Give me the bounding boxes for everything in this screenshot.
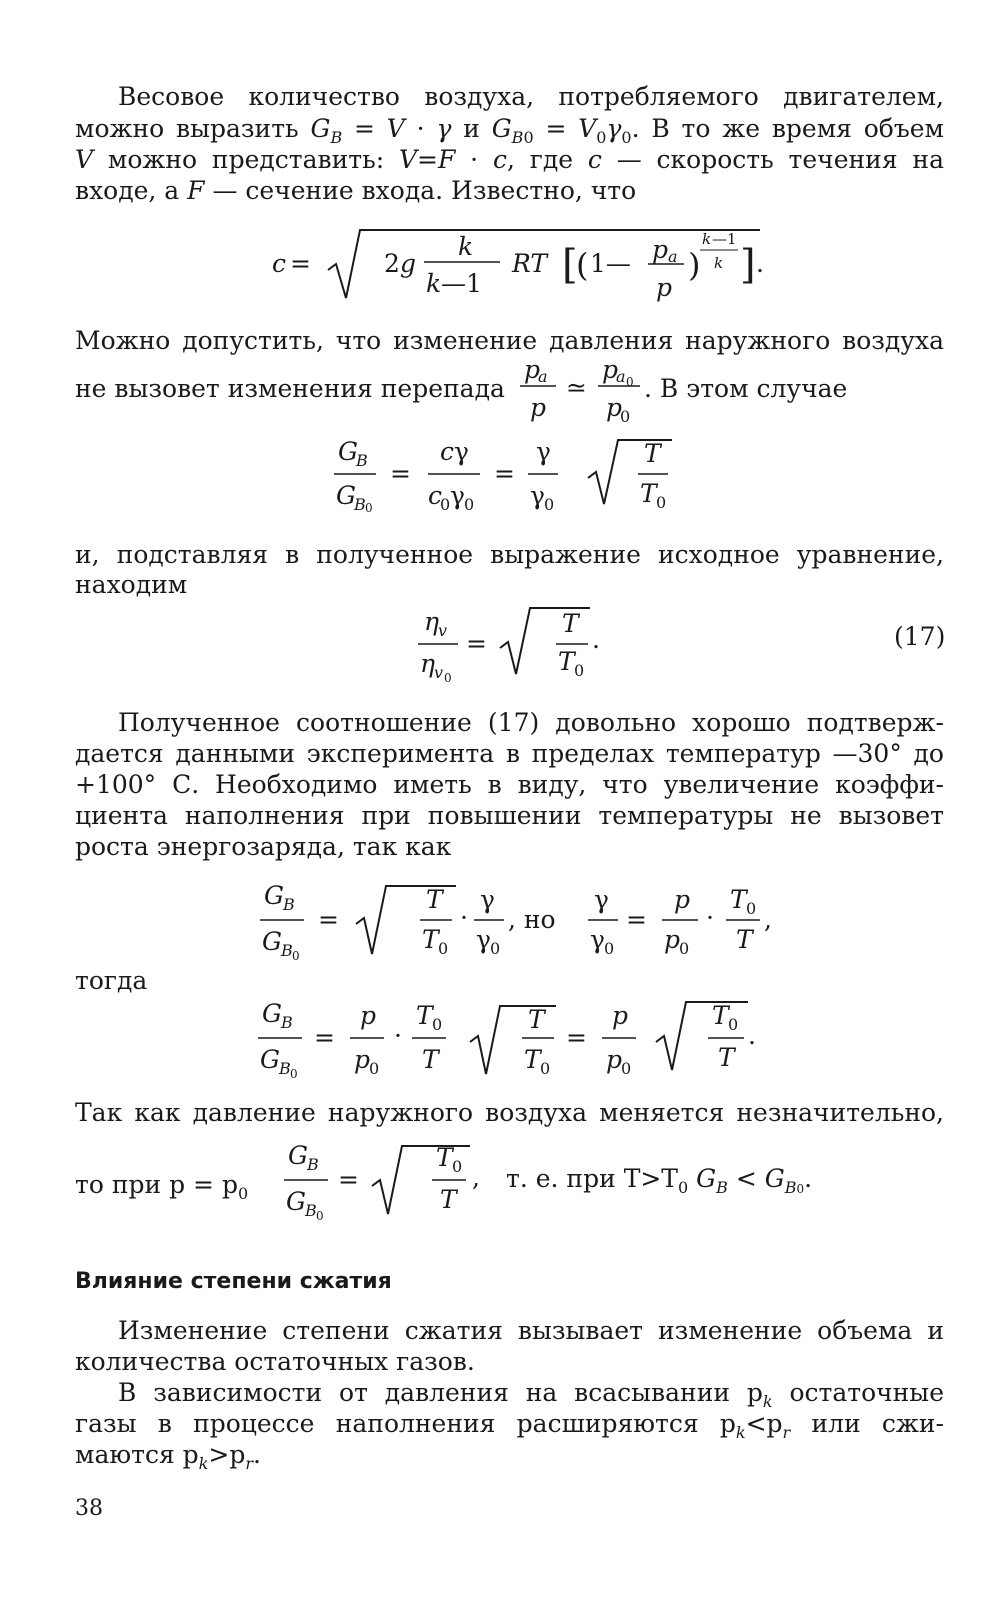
svg-text:,: , [764, 905, 772, 934]
svg-text:p: p [612, 1001, 629, 1030]
svg-text:0: 0 [440, 495, 451, 514]
svg-text:p: p [606, 393, 623, 422]
svg-text:B: B [279, 1059, 291, 1078]
page-number: 38 [75, 1496, 103, 1521]
svg-text:RT: RT [512, 249, 548, 278]
svg-text:2: 2 [384, 249, 400, 278]
svg-text:0: 0 [728, 1015, 739, 1034]
paragraph-3-line-2: находим [75, 570, 188, 599]
paragraph-4-line-2: дается данными эксперимента в пределах температур —30° до [75, 739, 944, 768]
paragraph-4-line-3: +100° С. Необходимо иметь в виду, что увеличение коэффи- [75, 770, 944, 799]
svg-text:p: p [606, 1045, 623, 1074]
svg-text:=: = [314, 1023, 335, 1052]
svg-text:p: p [652, 235, 669, 264]
svg-text:B: B [307, 1155, 319, 1174]
svg-text:T: T [640, 479, 657, 508]
svg-text:.: . [756, 249, 764, 278]
svg-text:a: a [668, 247, 678, 266]
svg-text:·: · [706, 903, 714, 932]
svg-text:(: ( [576, 246, 589, 284]
paragraph-6-line-1: Изменение степени сжатия вызывает изменение объема и [118, 1316, 944, 1345]
svg-text:T: T [416, 1001, 433, 1030]
svg-text:p: p [664, 925, 681, 954]
svg-text:0: 0 [746, 899, 757, 918]
svg-text:v: v [434, 663, 444, 682]
paragraph-1-line-3: V можно представить: V=F · c, где c — скорость течения на [75, 145, 944, 174]
paragraph-7-line-2: газы в процессе наполнения расширяются $p_k<p_r$ или сжи- [75, 1409, 944, 1442]
paragraph-3-line-1: и, подставляя в полученное выражение исходное уравнение, [75, 540, 944, 569]
svg-text:T: T [562, 609, 579, 638]
svg-text:T: T [524, 1045, 541, 1074]
equation-number: (17) [894, 622, 946, 651]
svg-text:T: T [528, 1005, 545, 1034]
svg-text:0: 0 [679, 939, 690, 958]
svg-text:,: , [472, 1163, 480, 1192]
svg-text:[: [ [562, 242, 578, 288]
svg-text:—1: —1 [712, 230, 737, 248]
svg-text:p: p [602, 355, 619, 384]
svg-text:0: 0 [626, 375, 634, 389]
svg-text:γ: γ [530, 481, 545, 510]
paragraph-7-line-3: маются $p_k>p_r$. [75, 1440, 261, 1473]
svg-text:0: 0 [604, 939, 615, 958]
svg-text:=: = [338, 1165, 359, 1194]
svg-text:=: = [466, 629, 487, 658]
svg-text:T: T [422, 1045, 439, 1074]
svg-text:0: 0 [316, 1209, 324, 1223]
svg-text:T: T [440, 1185, 457, 1214]
svg-text:=: = [494, 459, 515, 488]
svg-text:p: p [656, 273, 673, 302]
svg-text:0: 0 [620, 407, 631, 426]
svg-text:k: k [458, 232, 474, 261]
svg-text:p: p [530, 393, 547, 422]
paragraph-5-line-1: Так как давление наружного воздуха меняется незначительно, [75, 1098, 944, 1127]
paragraph-4-line-1: Полученное соотношение (17) довольно хорошо подтверж- [118, 708, 944, 737]
svg-text:0: 0 [621, 1059, 632, 1078]
svg-text:G: G [262, 927, 282, 956]
paragraph-5-line-2-end: т. е. при $T>T_0$ $G_B < G_{B0}$. [506, 1164, 813, 1197]
svg-text:B: B [281, 941, 293, 960]
svg-text:G: G [260, 1045, 280, 1074]
svg-text:G: G [286, 1187, 306, 1216]
svg-text:=: = [390, 459, 411, 488]
svg-text:p: p [360, 1001, 377, 1030]
svg-text:=: = [318, 905, 339, 934]
svg-text:c: c [428, 481, 443, 510]
svg-text:G: G [288, 1141, 308, 1170]
paragraph-7-line-1: В зависимости от давления на всасывании $p_k$ остаточные [118, 1378, 945, 1411]
svg-text:γ: γ [454, 437, 469, 466]
svg-text:0: 0 [290, 1067, 298, 1081]
svg-text:G: G [336, 481, 356, 510]
paragraph-4-line-4: циента наполнения при повышении температуры не вызовет [75, 801, 944, 830]
svg-text:k: k [714, 254, 724, 272]
svg-text:c: c [272, 249, 287, 278]
svg-text:0: 0 [574, 661, 585, 680]
svg-text:T: T [730, 885, 747, 914]
svg-text:T: T [712, 1001, 729, 1030]
svg-text:0: 0 [452, 1157, 463, 1176]
svg-text:B: B [356, 451, 368, 470]
svg-text:B: B [281, 1013, 293, 1032]
svg-text:v: v [438, 621, 448, 640]
svg-text:g: g [400, 249, 417, 278]
svg-text:0: 0 [438, 939, 449, 958]
svg-text:T: T [426, 885, 443, 914]
svg-text:T: T [436, 1143, 453, 1172]
svg-text:, но: , но [508, 905, 556, 934]
svg-text:—1: —1 [441, 269, 482, 298]
paragraph-6-line-2: количества остаточных газов. [75, 1347, 475, 1376]
svg-text:=: = [626, 905, 647, 934]
svg-text:0: 0 [464, 495, 475, 514]
svg-text:=: = [290, 249, 311, 278]
svg-text:T: T [558, 647, 575, 676]
svg-text:G: G [338, 437, 358, 466]
svg-text:): ) [688, 246, 701, 284]
paragraph-2-line-2-end: . В этом случае [644, 374, 848, 403]
svg-text:γ: γ [536, 437, 551, 466]
word-togda: тогда [75, 966, 148, 995]
paragraph-2-line-1: Можно допустить, что изменение давления наружного воздуха [75, 326, 944, 355]
svg-text:p: p [524, 355, 541, 384]
svg-text:·: · [394, 1021, 402, 1050]
svg-text:·: · [460, 903, 468, 932]
svg-text:]: ] [740, 242, 756, 288]
svg-text:0: 0 [656, 493, 667, 512]
svg-text:.: . [592, 625, 600, 654]
paragraph-5-line-2-start: то при $p = p_0$ [75, 1170, 249, 1203]
svg-text:G: G [262, 999, 282, 1028]
svg-text:γ: γ [594, 885, 609, 914]
svg-text:a: a [616, 367, 626, 386]
svg-text:γ: γ [480, 885, 495, 914]
svg-text:k: k [426, 269, 442, 298]
svg-text:B: B [283, 895, 295, 914]
svg-text:k: k [702, 230, 712, 248]
svg-text:η: η [424, 607, 439, 636]
svg-text:T: T [736, 925, 753, 954]
svg-text:p: p [674, 885, 691, 914]
svg-text:B: B [354, 495, 366, 514]
svg-text:0: 0 [369, 1059, 380, 1078]
svg-text:γ: γ [590, 925, 605, 954]
svg-text:0: 0 [444, 671, 452, 685]
svg-text:a: a [538, 367, 548, 386]
svg-text:γ: γ [476, 925, 491, 954]
svg-text:0: 0 [432, 1015, 443, 1034]
svg-text:≃: ≃ [566, 373, 587, 402]
svg-text:1—: 1— [590, 249, 631, 278]
paragraph-1-line-4: входе, а F — сечение входа. Известно, что [75, 176, 637, 205]
svg-text:0: 0 [544, 495, 555, 514]
svg-text:0: 0 [292, 949, 300, 963]
svg-text:γ: γ [450, 481, 465, 510]
svg-text:c: c [440, 437, 455, 466]
svg-text:B: B [305, 1201, 317, 1220]
svg-text:G: G [264, 881, 284, 910]
paragraph-1-line-2: можно выразить $G_B = V \cdot \gamma$ и $G_{B0} = V_0\gamma_0$. В то же время объем [75, 114, 944, 147]
paragraph-4-line-5: роста энергозаряда, так как [75, 832, 452, 861]
svg-text:0: 0 [365, 501, 373, 515]
svg-text:T: T [718, 1043, 735, 1072]
svg-text:0: 0 [490, 939, 501, 958]
svg-text:=: = [566, 1023, 587, 1052]
svg-text:T: T [644, 439, 661, 468]
svg-text:η: η [420, 649, 435, 678]
svg-text:T: T [422, 925, 439, 954]
svg-text:0: 0 [540, 1059, 551, 1078]
paragraph-2-line-2: не вызовет изменения перепада [75, 374, 505, 403]
section-heading: Влияние степени сжатия [75, 1269, 392, 1294]
paragraph-1-line-1: Весовое количество воздуха, потребляемого двигателем, [118, 82, 944, 111]
svg-text:p: p [354, 1045, 371, 1074]
svg-text:.: . [748, 1021, 756, 1050]
